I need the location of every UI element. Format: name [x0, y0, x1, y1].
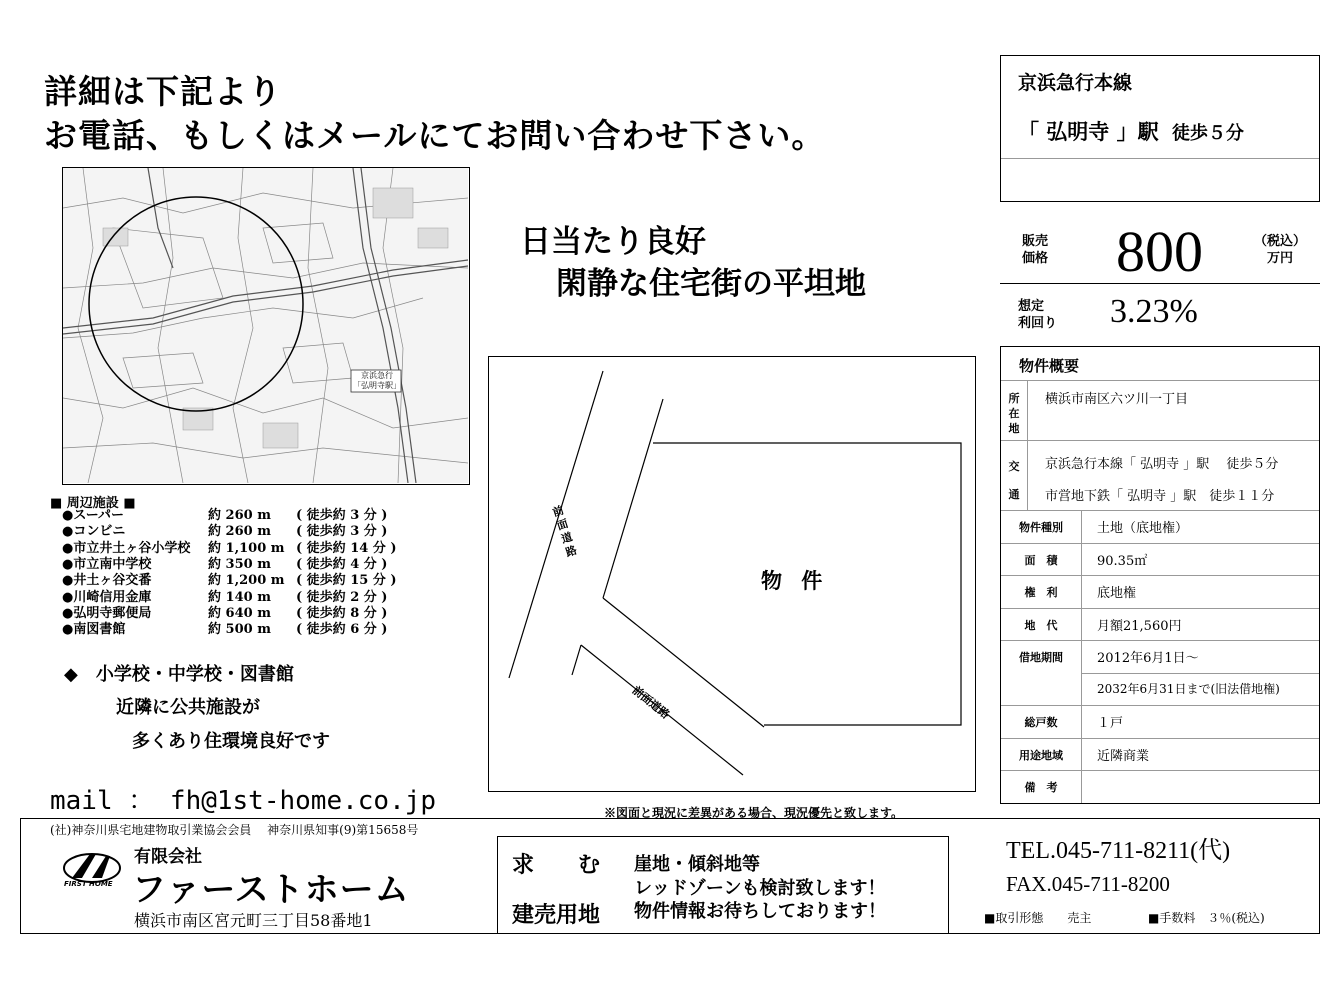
facility-distance: 約 500 m: [208, 622, 271, 638]
transport-line-1: 京浜急行本線「 弘明寺 」駅 徒歩５分: [1045, 457, 1279, 472]
facility-walk: ( 徒歩約 3 分 ): [296, 524, 388, 540]
catchphrase-line-2: 閑静な住宅街の平坦地: [556, 266, 866, 302]
facility-name: ●南図書館: [62, 622, 126, 638]
association: (社)神奈川県宅地建物取引業協会会員 神奈川県知事(9)第15658号: [50, 823, 419, 837]
map-station-label: [353, 371, 401, 391]
headline-line-1: 詳細は下記より: [44, 72, 282, 111]
road-label-left: 前面道路: [551, 503, 579, 560]
area-map: [62, 167, 470, 485]
request-line-2: レッドゾーンも検討致します！: [634, 878, 886, 899]
transport-label-1: 交: [1008, 460, 1020, 473]
spec-key: 権 利: [1024, 586, 1058, 599]
price-tax: [1252, 233, 1308, 267]
transport-line-2: 市営地下鉄「 弘明寺 」駅 徒歩１１分: [1045, 489, 1275, 504]
facility-walk: ( 徒歩約 8 分 ): [296, 605, 388, 621]
station-walk: 徒歩５分: [1171, 123, 1244, 144]
blurb-line-1: ◆ 小学校・中学校・図書館: [64, 664, 294, 685]
request-line-3: 物件情報お待ちしております！: [634, 901, 886, 922]
spec-key: 用途地域: [1019, 748, 1063, 762]
facility-distance: 約 640 m: [208, 605, 271, 621]
fax-number: FAX.045-711-8200: [1006, 872, 1170, 896]
price-label: [1022, 233, 1048, 267]
transport-label: [1007, 453, 1021, 509]
map-station-label-1: 京浜急行: [361, 371, 393, 380]
location-label-1: 所: [1008, 392, 1020, 405]
spec-value: １戸: [1097, 716, 1124, 731]
mail-address[interactable]: mail ： fh@1st-home.co.jp: [50, 786, 437, 816]
site-plan-drawing: [489, 357, 974, 790]
road-label-bottom: 前面道路: [629, 683, 672, 722]
yield-label-2: 利回り: [1018, 316, 1058, 331]
plan-note: ※図面と現況に差異がある場合、現況優先と致します。: [604, 806, 904, 820]
company-logo: [62, 850, 124, 890]
blurb-line-3: 多くあり住環境良好です: [132, 731, 330, 752]
price-label-2: 価格: [1022, 251, 1049, 266]
price-value: 800: [1116, 219, 1203, 284]
tel-number[interactable]: TEL.045-711-8211(代): [1006, 838, 1231, 864]
facility-name: ●井土ヶ谷交番: [62, 573, 152, 589]
spec-value: 土地（底地権）: [1097, 521, 1189, 536]
facility-walk: ( 徒歩約 4 分 ): [296, 556, 388, 572]
spec-table: [1000, 346, 1320, 804]
facility-distance: 約 260 m: [208, 508, 271, 523]
map-station-label-2: 「弘明寺駅」: [353, 381, 401, 390]
location-label-2: 在: [1008, 407, 1020, 420]
site-plan: [488, 356, 976, 792]
spec-value: 2032年6月31日まで(旧法借地権): [1097, 681, 1280, 696]
facility-name: ●コンビニ: [62, 524, 126, 540]
spec-value: 2012年6月1日～: [1097, 651, 1199, 666]
spec-value: 月額21,560円: [1097, 618, 1182, 634]
yield-label: [1018, 298, 1057, 332]
location-label: [1007, 391, 1021, 436]
spec-key: 総戸数: [1024, 716, 1058, 729]
facility-name: ●市立井土ヶ谷小学校: [62, 540, 191, 556]
location-label-3: 地: [1008, 422, 1020, 435]
facility-walk: ( 徒歩約 3 分 ): [296, 508, 388, 523]
fee: ■手数料 ３％(税込): [1148, 911, 1265, 925]
spec-key: 地 代: [1024, 618, 1058, 632]
property-label: 物 件: [761, 568, 829, 593]
spec-key: 備 考: [1024, 781, 1058, 794]
station-line: 京浜急行本線: [1018, 72, 1133, 94]
facility-walk: ( 徒歩約 14 分 ): [296, 540, 397, 556]
station-name-text: 「 弘明寺 」駅: [1018, 119, 1159, 144]
spec-value: 近隣商業: [1097, 748, 1150, 764]
company-type: 有限会社: [134, 847, 202, 867]
facility-distance: 約 1,100 m: [208, 540, 285, 556]
facilities-title: ■ 周辺施設 ■: [50, 496, 136, 511]
facility-distance: 約 350 m: [208, 556, 271, 572]
spec-value: 底地権: [1097, 586, 1137, 601]
facility-walk: ( 徒歩約 15 分 ): [296, 573, 397, 589]
price-tax-2: 万円: [1266, 251, 1293, 266]
price-label-1: 販売: [1022, 234, 1049, 249]
facility-name: ●弘明寺郵便局: [62, 605, 152, 621]
facility-distance: 約 1,200 m: [208, 573, 285, 589]
company-name: ファーストホーム: [132, 870, 410, 910]
headline-line-2: お電話、もしくはメールにてお問い合わせ下さい。: [44, 116, 826, 155]
transport-label-2: 通: [1008, 488, 1020, 501]
yield-value: 3.23%: [1110, 293, 1198, 330]
facility-walk: ( 徒歩約 6 分 ): [296, 622, 388, 638]
spec-key: 物件種別: [1019, 521, 1063, 534]
transaction-type: ■取引形態 売主: [984, 911, 1092, 925]
facility-name: ●川崎信用金庫: [62, 589, 152, 605]
spec-key: 面 積: [1024, 553, 1058, 567]
facility-name: ●スーパー: [62, 508, 125, 523]
facility-distance: 約 260 m: [208, 524, 271, 540]
map-drawing: [63, 168, 468, 483]
request-line-1: 崖地・傾斜地等: [634, 854, 760, 875]
spec-key: 借地期間: [1019, 651, 1063, 664]
logo-sub: FIRST HOME: [64, 880, 113, 888]
location-value: 横浜市南区六ツ川一丁目: [1045, 392, 1189, 407]
request-key-1: 求 む: [512, 852, 601, 878]
price-tax-1: （税込）: [1253, 234, 1306, 249]
station-name: [1018, 116, 1244, 146]
company-address: 横浜市南区宮元町三丁目58番地1: [134, 911, 373, 930]
facility-walk: ( 徒歩約 2 分 ): [296, 589, 388, 605]
facility-distance: 約 140 m: [208, 589, 271, 605]
spec-value: 90.35㎡: [1097, 553, 1148, 569]
facility-name: ●市立南中学校: [62, 556, 152, 572]
request-key-2: 建売用地: [512, 902, 601, 928]
catchphrase-line-1: 日当たり良好: [520, 224, 706, 260]
blurb-line-2: 近隣に公共施設が: [116, 697, 260, 718]
spec-title: 物件概要: [1019, 357, 1080, 375]
yield-label-1: 想定: [1018, 299, 1045, 314]
